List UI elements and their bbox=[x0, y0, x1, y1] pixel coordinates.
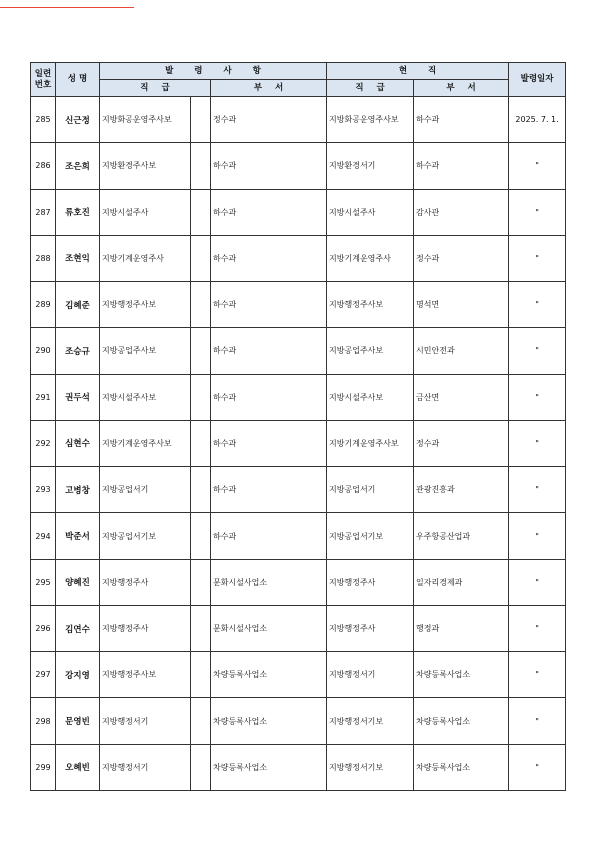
table-row bbox=[31, 559, 566, 605]
cell-blank bbox=[191, 374, 211, 420]
cell-serial-no: 298 bbox=[31, 698, 56, 744]
cell-current-grade: 지방행정서기 bbox=[327, 652, 414, 698]
cell-issue-date: " bbox=[509, 328, 566, 374]
cell-serial-no: 291 bbox=[31, 374, 56, 420]
cell-new-department: 하수과 bbox=[211, 143, 327, 189]
table-row bbox=[31, 467, 566, 513]
cell-new-grade: 지방시설주사 bbox=[100, 189, 191, 235]
cell-current-department: 정수과 bbox=[414, 420, 509, 466]
cell-current-department: 관광진흥과 bbox=[414, 467, 509, 513]
header-row-1 bbox=[31, 63, 566, 80]
cell-new-grade: 지방행정주사 bbox=[100, 605, 191, 651]
cell-new-grade: 지방화공운영주사보 bbox=[100, 97, 191, 143]
cell-issue-date: " bbox=[509, 374, 566, 420]
cell-new-grade: 지방행정서기 bbox=[100, 744, 191, 790]
col-name: 성 명 bbox=[56, 63, 100, 97]
cell-new-department: 문화시설사업소 bbox=[211, 605, 327, 651]
cell-current-department: 시민안전과 bbox=[414, 328, 509, 374]
cell-issue-date: " bbox=[509, 698, 566, 744]
cell-blank bbox=[191, 605, 211, 651]
cell-new-department: 하수과 bbox=[211, 467, 327, 513]
cell-current-department: 차량등록사업소 bbox=[414, 698, 509, 744]
cell-name: 조승규 bbox=[56, 328, 100, 374]
table-row bbox=[31, 744, 566, 790]
col-issue-date: 발령일자 bbox=[509, 63, 566, 97]
cell-new-grade: 지방공업서기 bbox=[100, 467, 191, 513]
cell-current-grade: 지방행정서기보 bbox=[327, 744, 414, 790]
cell-current-department: 일자리경제과 bbox=[414, 559, 509, 605]
cell-new-grade: 지방행정주사보 bbox=[100, 282, 191, 328]
cell-current-department: 차량등록사업소 bbox=[414, 744, 509, 790]
cell-blank bbox=[191, 420, 211, 466]
cell-new-department: 하수과 bbox=[211, 235, 327, 281]
cell-issue-date: " bbox=[509, 605, 566, 651]
cell-blank bbox=[191, 235, 211, 281]
cell-serial-no: 297 bbox=[31, 652, 56, 698]
cell-issue-date: 2025. 7. 1. bbox=[509, 97, 566, 143]
cell-blank bbox=[191, 652, 211, 698]
cell-current-grade: 지방행정주사보 bbox=[327, 282, 414, 328]
cell-name: 김혜준 bbox=[56, 282, 100, 328]
table-row bbox=[31, 282, 566, 328]
header-rule bbox=[0, 7, 134, 8]
col-new-department: 부 서 bbox=[211, 80, 327, 97]
col-serial-no: 일련번호 bbox=[31, 63, 56, 97]
table-row bbox=[31, 189, 566, 235]
cell-serial-no: 295 bbox=[31, 559, 56, 605]
table-row bbox=[31, 652, 566, 698]
cell-blank bbox=[191, 467, 211, 513]
cell-name: 신근정 bbox=[56, 97, 100, 143]
cell-current-department: 감사관 bbox=[414, 189, 509, 235]
col-current-department: 부 서 bbox=[414, 80, 509, 97]
cell-issue-date: " bbox=[509, 282, 566, 328]
header-row-2 bbox=[31, 80, 566, 97]
cell-new-department: 문화시설사업소 bbox=[211, 559, 327, 605]
cell-new-grade: 지방환경주사보 bbox=[100, 143, 191, 189]
cell-new-grade: 지방공업주사보 bbox=[100, 328, 191, 374]
cell-current-department: 하수과 bbox=[414, 97, 509, 143]
cell-issue-date: " bbox=[509, 143, 566, 189]
cell-current-grade: 지방공업서기보 bbox=[327, 513, 414, 559]
cell-name: 심현수 bbox=[56, 420, 100, 466]
cell-blank bbox=[191, 97, 211, 143]
cell-issue-date: " bbox=[509, 559, 566, 605]
personnel-table bbox=[30, 62, 566, 791]
cell-name: 양혜진 bbox=[56, 559, 100, 605]
cell-current-grade: 지방행정서기보 bbox=[327, 698, 414, 744]
cell-current-grade: 지방공업서기 bbox=[327, 467, 414, 513]
cell-serial-no: 296 bbox=[31, 605, 56, 651]
table-row bbox=[31, 513, 566, 559]
cell-name: 류호진 bbox=[56, 189, 100, 235]
cell-serial-no: 293 bbox=[31, 467, 56, 513]
cell-blank bbox=[191, 698, 211, 744]
cell-new-grade: 지방기계운영주사보 bbox=[100, 420, 191, 466]
cell-name: 김연수 bbox=[56, 605, 100, 651]
cell-new-grade: 지방행정주사 bbox=[100, 559, 191, 605]
cell-new-department: 하수과 bbox=[211, 282, 327, 328]
cell-new-department: 하수과 bbox=[211, 328, 327, 374]
cell-blank bbox=[191, 282, 211, 328]
cell-new-department: 차량등록사업소 bbox=[211, 652, 327, 698]
cell-new-department: 차량등록사업소 bbox=[211, 698, 327, 744]
cell-current-grade: 지방공업주사보 bbox=[327, 328, 414, 374]
cell-current-grade: 지방행정주사 bbox=[327, 605, 414, 651]
cell-current-grade: 지방환경서기 bbox=[327, 143, 414, 189]
cell-current-grade: 지방행정주사 bbox=[327, 559, 414, 605]
cell-serial-no: 294 bbox=[31, 513, 56, 559]
cell-serial-no: 287 bbox=[31, 189, 56, 235]
cell-new-department: 하수과 bbox=[211, 513, 327, 559]
table-body bbox=[31, 97, 566, 791]
cell-blank bbox=[191, 513, 211, 559]
cell-current-department: 명석면 bbox=[414, 282, 509, 328]
cell-current-department: 정수과 bbox=[414, 235, 509, 281]
cell-current-department: 행정과 bbox=[414, 605, 509, 651]
cell-blank bbox=[191, 143, 211, 189]
cell-issue-date: " bbox=[509, 235, 566, 281]
cell-name: 오혜빈 bbox=[56, 744, 100, 790]
cell-serial-no: 299 bbox=[31, 744, 56, 790]
cell-issue-date: " bbox=[509, 744, 566, 790]
cell-current-department: 금산면 bbox=[414, 374, 509, 420]
cell-issue-date: " bbox=[509, 420, 566, 466]
cell-new-grade: 지방행정주사보 bbox=[100, 652, 191, 698]
cell-name: 조현익 bbox=[56, 235, 100, 281]
cell-blank bbox=[191, 328, 211, 374]
cell-new-department: 하수과 bbox=[211, 374, 327, 420]
cell-current-grade: 지방기계운영주사보 bbox=[327, 420, 414, 466]
cell-current-department: 우주항공산업과 bbox=[414, 513, 509, 559]
cell-name: 박준서 bbox=[56, 513, 100, 559]
table-row bbox=[31, 235, 566, 281]
table-row bbox=[31, 97, 566, 143]
cell-current-grade: 지방화공운영주사보 bbox=[327, 97, 414, 143]
cell-new-grade: 지방행정서기 bbox=[100, 698, 191, 744]
cell-current-grade: 지방기계운영주사 bbox=[327, 235, 414, 281]
col-issued-matters: 발 령 사 항 bbox=[100, 63, 327, 80]
cell-new-grade: 지방시설주사보 bbox=[100, 374, 191, 420]
cell-new-grade: 지방기계운영주사 bbox=[100, 235, 191, 281]
table-row bbox=[31, 698, 566, 744]
cell-serial-no: 285 bbox=[31, 97, 56, 143]
table-row bbox=[31, 420, 566, 466]
cell-serial-no: 289 bbox=[31, 282, 56, 328]
cell-name: 강지영 bbox=[56, 652, 100, 698]
cell-serial-no: 292 bbox=[31, 420, 56, 466]
cell-blank bbox=[191, 559, 211, 605]
cell-issue-date: " bbox=[509, 652, 566, 698]
cell-current-grade: 지방시설주사보 bbox=[327, 374, 414, 420]
cell-new-department: 정수과 bbox=[211, 97, 327, 143]
col-current-grade: 직 급 bbox=[327, 80, 414, 97]
cell-new-department: 하수과 bbox=[211, 420, 327, 466]
cell-current-department: 하수과 bbox=[414, 143, 509, 189]
cell-blank bbox=[191, 189, 211, 235]
cell-blank bbox=[191, 744, 211, 790]
cell-serial-no: 286 bbox=[31, 143, 56, 189]
cell-current-grade: 지방시설주사 bbox=[327, 189, 414, 235]
cell-name: 고병창 bbox=[56, 467, 100, 513]
table-row bbox=[31, 605, 566, 651]
cell-current-department: 차량등록사업소 bbox=[414, 652, 509, 698]
cell-issue-date: " bbox=[509, 513, 566, 559]
cell-new-department: 하수과 bbox=[211, 189, 327, 235]
cell-name: 조은희 bbox=[56, 143, 100, 189]
cell-issue-date: " bbox=[509, 467, 566, 513]
cell-new-grade: 지방공업서기보 bbox=[100, 513, 191, 559]
col-new-grade: 직 급 bbox=[100, 80, 211, 97]
cell-name: 권두석 bbox=[56, 374, 100, 420]
col-current-position: 현 직 bbox=[327, 63, 509, 80]
table-row bbox=[31, 374, 566, 420]
table-row bbox=[31, 143, 566, 189]
cell-issue-date: " bbox=[509, 189, 566, 235]
cell-serial-no: 288 bbox=[31, 235, 56, 281]
cell-new-department: 차량등록사업소 bbox=[211, 744, 327, 790]
table-row bbox=[31, 328, 566, 374]
cell-name: 문영빈 bbox=[56, 698, 100, 744]
cell-serial-no: 290 bbox=[31, 328, 56, 374]
